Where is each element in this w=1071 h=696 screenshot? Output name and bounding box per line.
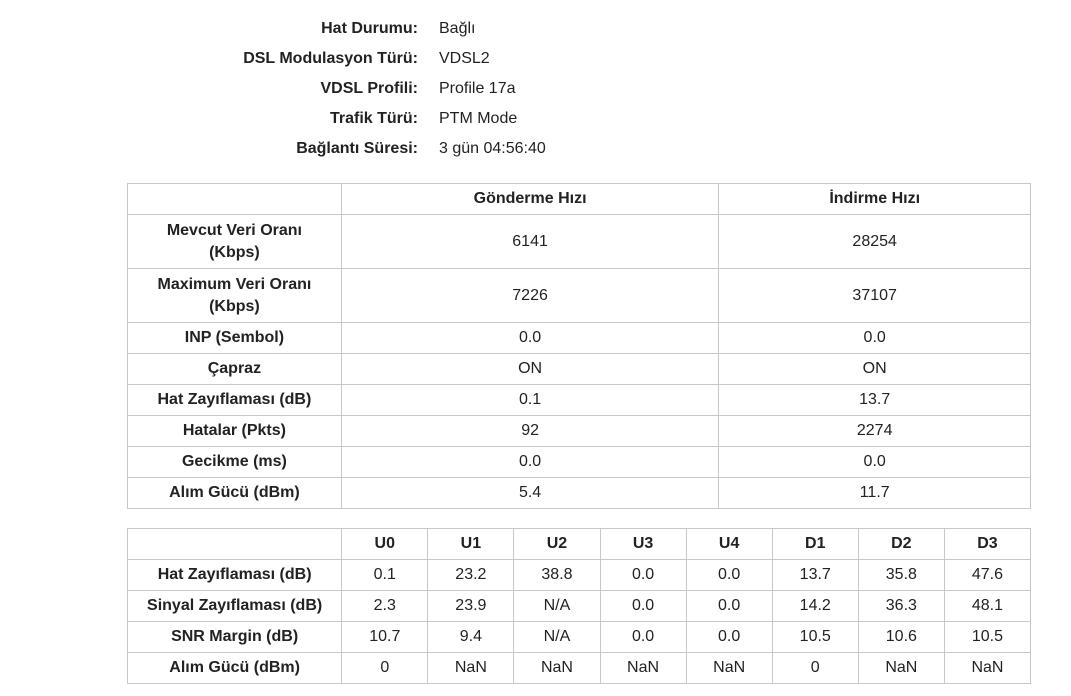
band-value: 36.3 [858,591,944,622]
downstream-value: 13.7 [719,385,1031,416]
downstream-value: 28254 [719,215,1031,269]
row-label: Hat Zayıflaması (dB) [128,560,342,591]
band-value: 48.1 [944,591,1030,622]
band-header-u4: U4 [686,529,772,560]
status-label: Bağlantı Süresi: [296,140,418,157]
status-label: Hat Durumu: [321,20,418,37]
band-table [127,528,1031,684]
table-row [128,622,1031,653]
row-label: Gecikme (ms) [128,447,342,478]
status-label: VDSL Profili: [320,80,418,97]
status-value: 3 gün 04:56:40 [439,140,546,157]
table-row [128,269,1031,323]
band-value: 0.0 [600,560,686,591]
band-header-u1: U1 [428,529,514,560]
table-row [128,215,1031,269]
row-label: Alım Gücü (dBm) [128,653,342,684]
table-row [128,653,1031,684]
downstream-value: 37107 [719,269,1031,323]
status-row-modulation [0,44,1071,74]
band-value: NaN [686,653,772,684]
upstream-value: 0.1 [341,385,719,416]
rates-header-row [128,184,1031,215]
line-status-block [0,14,1071,164]
status-row-line-state [0,14,1071,44]
status-value: PTM Mode [439,110,518,127]
rates-table [127,183,1031,509]
table-row [128,478,1031,509]
row-label: Alım Gücü (dBm) [128,478,342,509]
band-header-d1: D1 [772,529,858,560]
row-label: Sinyal Zayıflaması (dB) [128,591,342,622]
band-value: 10.5 [772,622,858,653]
band-value: N/A [514,622,600,653]
table-row [128,591,1031,622]
status-row-traffic-type [0,104,1071,134]
downstream-value: 11.7 [719,478,1031,509]
status-value: Profile 17a [439,80,516,97]
band-value: 0 [342,653,428,684]
downstream-value: ON [719,354,1031,385]
band-value: 0.0 [600,622,686,653]
table-row [128,323,1031,354]
band-value: NaN [858,653,944,684]
status-label: DSL Modulasyon Türü: [243,50,418,67]
band-header-row [128,529,1031,560]
status-value: VDSL2 [439,50,490,67]
band-value: 0.1 [342,560,428,591]
band-value: 47.6 [944,560,1030,591]
band-value: 35.8 [858,560,944,591]
band-value: 9.4 [428,622,514,653]
row-label: Hat Zayıflaması (dB) [128,385,342,416]
rates-header-downstream: İndirme Hızı [719,184,1031,215]
row-label: Çapraz [128,354,342,385]
band-value: 0.0 [686,560,772,591]
upstream-value: 6141 [341,215,719,269]
band-value: 38.8 [514,560,600,591]
downstream-value: 2274 [719,416,1031,447]
status-row-profile [0,74,1071,104]
band-value: 23.9 [428,591,514,622]
band-header-d2: D2 [858,529,944,560]
band-header-u3: U3 [600,529,686,560]
row-label: SNR Margin (dB) [128,622,342,653]
row-label: Maximum Veri Oranı (Kbps) [128,269,342,323]
table-row [128,385,1031,416]
upstream-value: 5.4 [341,478,719,509]
band-value: NaN [944,653,1030,684]
rates-header-upstream: Gönderme Hızı [341,184,719,215]
band-value: 13.7 [772,560,858,591]
row-label: Mevcut Veri Oranı (Kbps) [128,215,342,269]
band-header-empty [128,529,342,560]
downstream-value: 0.0 [719,447,1031,478]
band-value: 10.5 [944,622,1030,653]
row-label: INP (Sembol) [128,323,342,354]
band-value: 10.6 [858,622,944,653]
downstream-value: 0.0 [719,323,1031,354]
band-value: 0.0 [600,591,686,622]
band-header-u0: U0 [342,529,428,560]
band-value: 23.2 [428,560,514,591]
band-value: 0.0 [686,622,772,653]
upstream-value: 92 [341,416,719,447]
upstream-value: 0.0 [341,323,719,354]
band-value: 2.3 [342,591,428,622]
band-value: 10.7 [342,622,428,653]
upstream-value: ON [341,354,719,385]
rates-header-empty [128,184,342,215]
upstream-value: 7226 [341,269,719,323]
band-value: NaN [428,653,514,684]
band-value: 0 [772,653,858,684]
band-value: N/A [514,591,600,622]
table-row [128,354,1031,385]
band-value: NaN [600,653,686,684]
band-header-u2: U2 [514,529,600,560]
band-value: NaN [514,653,600,684]
band-value: 0.0 [686,591,772,622]
status-label: Trafik Türü: [329,110,418,127]
row-label: Hatalar (Pkts) [128,416,342,447]
table-row [128,560,1031,591]
status-value: Bağlı [439,20,476,37]
table-row [128,447,1031,478]
status-row-uptime [0,134,1071,164]
table-row [128,416,1031,447]
band-header-d3: D3 [944,529,1030,560]
upstream-value: 0.0 [341,447,719,478]
band-value: 14.2 [772,591,858,622]
